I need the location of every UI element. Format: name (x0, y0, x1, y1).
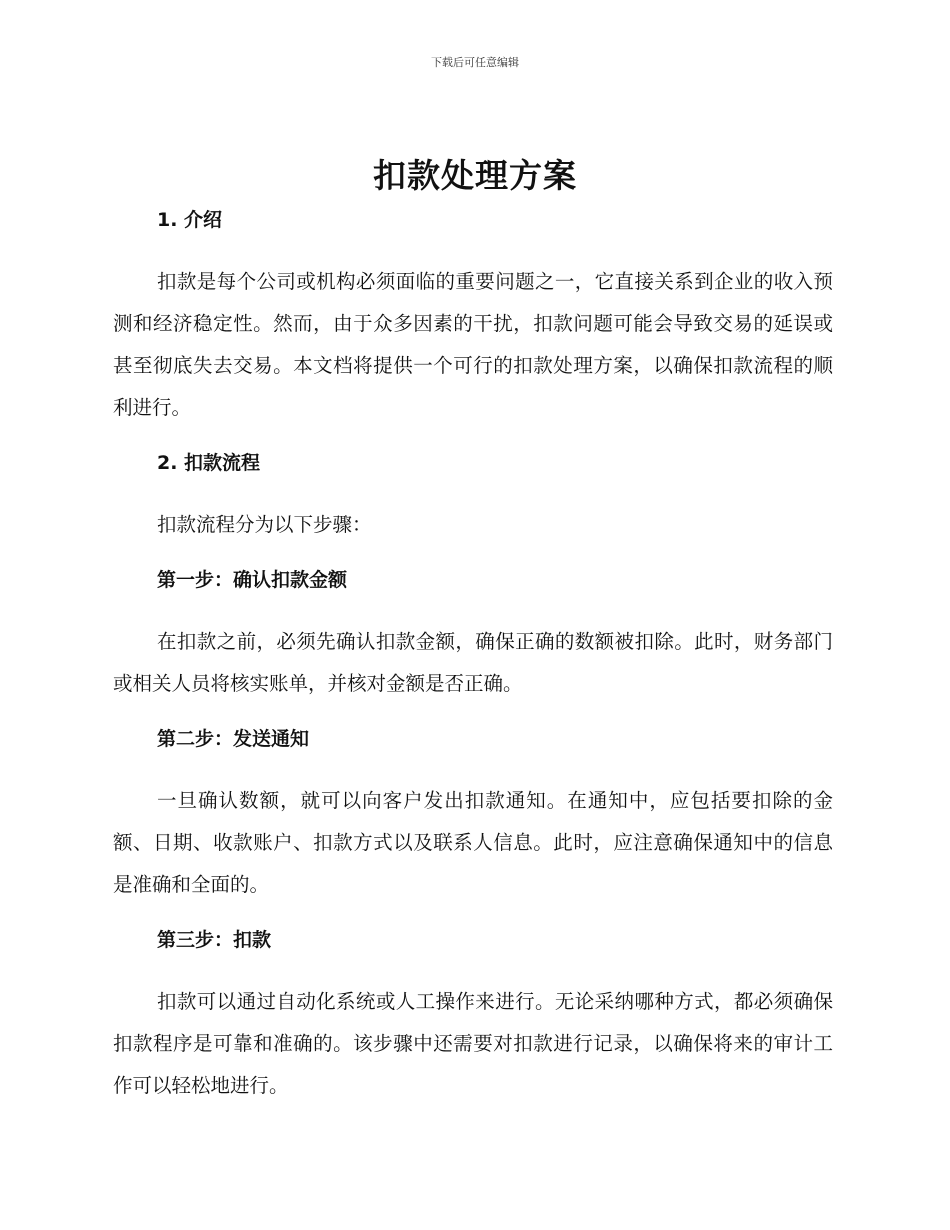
page-header-note: 下载后可任意编辑 (431, 56, 519, 69)
step3-heading: 第三步：扣款 (157, 929, 272, 951)
paragraph-step2: 一旦确认数额，就可以向客户发出扣款通知。在通知中，应包括要扣除的金额、日期、收款账户、扣款方式以及联系人信息。此时，应注意确保通知中的信息是准确和全面的。 (113, 789, 833, 896)
paragraph-intro: 扣款是每个公司或机构必须面临的重要问题之一，它直接关系到企业的收入预测和经济稳定性。然而，由于众多因素的干扰，扣款问题可能会导致交易的延误或甚至彻底失去交易。本文档将提供一个可行的扣款处理方案，以确保扣款流程的顺利进行。 (113, 270, 833, 419)
step2-heading: 第二步：发送通知 (157, 728, 310, 750)
section-heading-intro: 1. 介绍 (157, 209, 223, 231)
document-body (113, 205, 833, 1107)
document-title: 扣款处理方案 (373, 156, 577, 195)
paragraph-step1: 在扣款之前，必须先确认扣款金额，确保正确的数额被扣除。此时，财务部门或相关人员将核实账单，并核对金额是否正确。 (113, 630, 833, 695)
paragraph-step3: 扣款可以通过自动化系统或人工操作来进行。无论采纳哪种方式，都必须确保扣款程序是可靠和准确的。该步骤中还需要对扣款进行记录，以确保将来的审计工作可以轻松地进行。 (113, 990, 833, 1097)
section-heading-flow: 2. 扣款流程 (157, 452, 261, 474)
paragraph-flow-intro: 扣款流程分为以下步骤： (157, 513, 372, 536)
step1-heading: 第一步：确认扣款金额 (157, 569, 348, 591)
